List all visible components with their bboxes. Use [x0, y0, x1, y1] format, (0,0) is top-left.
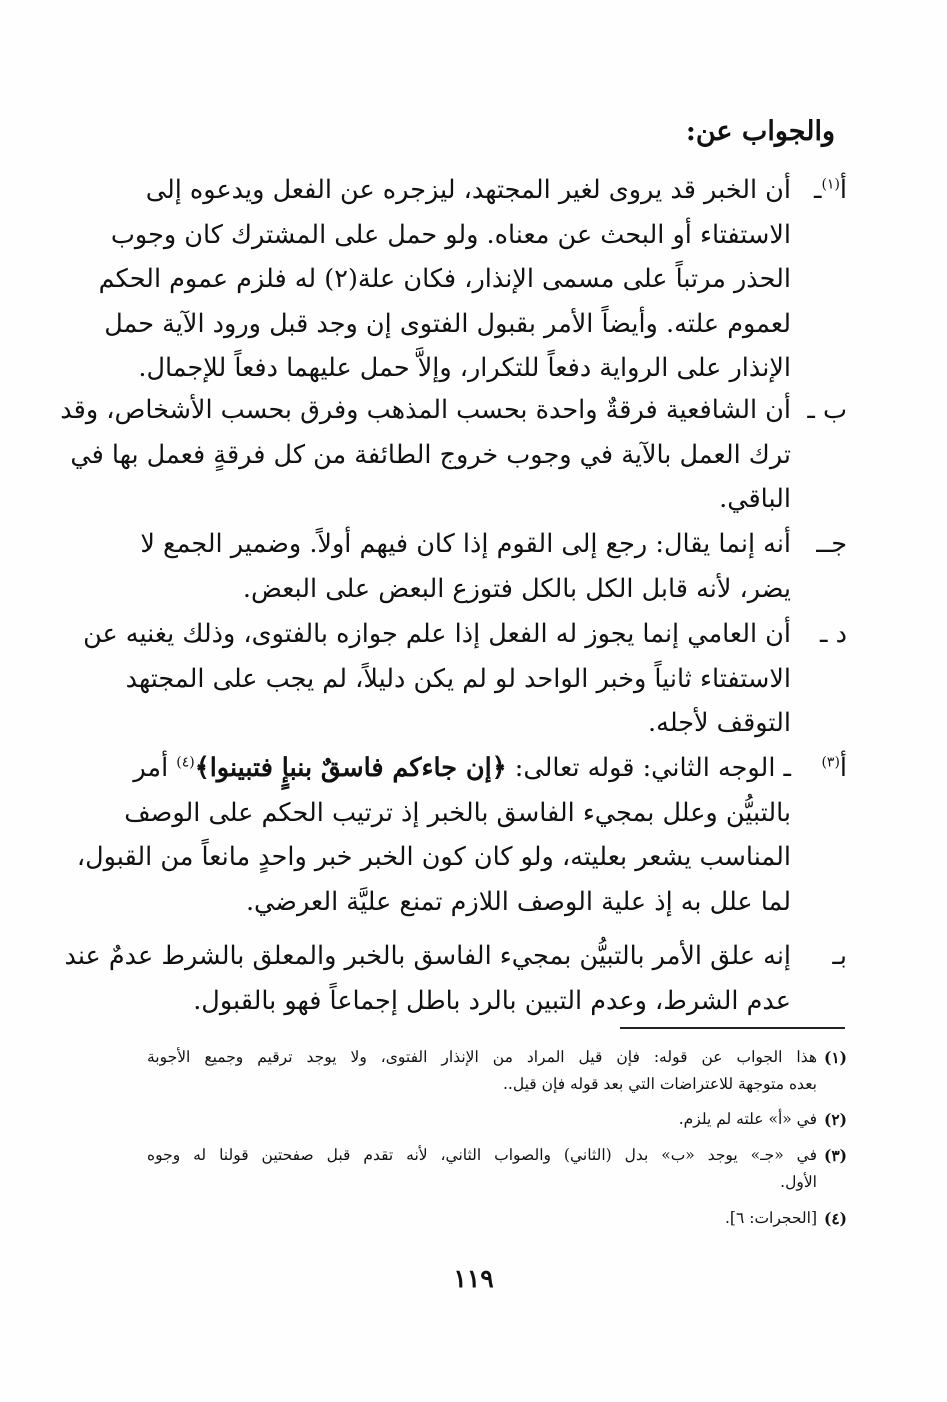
answer-item [83, 612, 847, 746]
item-letter: ب [822, 395, 847, 425]
item-text [98, 168, 791, 391]
text-line: الحذر مرتباً على مسمى الإنذار، فكان علة(٢) له فلزم عموم الحكم [98, 264, 791, 294]
text-line: هذا الجواب عن قوله: فإن قيل المراد من الإنذار الفتوى، ولا يوجد ترقيم وجميع الأجوبة [147, 1048, 817, 1066]
item-dash: ـ [813, 175, 822, 205]
text-line: الأول. [780, 1173, 817, 1191]
item-dash: ـ [820, 619, 828, 649]
footnote-number: (١) [823, 1048, 847, 1067]
item-marker [821, 746, 847, 791]
text-line: بالتبيُّن وعلل بمجيء الفاسق بالخبر إذ ترتيب الحكم على الوصف [124, 797, 791, 828]
text-line: الإنذار على الرواية دفعاً للتكرار، وإلاَّ حمل عليهما دفعاً للإجمال. [138, 353, 791, 383]
answer-item [60, 388, 847, 522]
footnote-text [147, 1106, 817, 1133]
footnote-divider [620, 1027, 845, 1029]
item-marker [820, 612, 847, 657]
item-marker [816, 522, 847, 567]
footnote [147, 1106, 847, 1133]
text-line: أنه إنما يقال: رجع إلى القوم إذا كان فيهم أولاً. وضمير الجمع لا [140, 529, 791, 559]
answer-item [98, 168, 847, 391]
text-line: الاستفتاء ثانياً وخبر الواحد لو لم يكن دليلاً، لم يجب على المجتهد [125, 663, 791, 694]
footnote-text [147, 1142, 817, 1196]
text-line: الاستفتاء أو البحث عن معناه. ولو حمل على المشترك كان وجوب [110, 219, 791, 250]
section-heading: والجواب عن: [685, 116, 835, 147]
text-segment: الوجه الثاني: قوله تعالى: [506, 753, 776, 783]
text-line: في «جـ» يوجد «ب» بدل (الثاني) والصواب الثاني، لأنه تقدم قبل صفحتين قولنا له وجوه [147, 1146, 817, 1164]
text-line: [الحجرات: ٦]. [725, 1209, 817, 1227]
quran-quote: ﴿إن جاءكم فاسقٌ بنبإٍ فتبينوا﴾ [194, 753, 507, 783]
item-dash: ـ [807, 395, 815, 425]
item-marker [814, 168, 847, 213]
footnote-ref: (١) [821, 176, 840, 193]
text-line: التوقف لأجله. [648, 708, 791, 738]
item-letter: أ [839, 175, 847, 205]
text-segment: أمر [133, 753, 177, 783]
text-line: أن الخبر قد يروى لغير المجتهد، ليزجره عن الفعل ويدعوه إلى [145, 175, 791, 205]
page-number: ١١٩ [453, 1264, 494, 1293]
text-line: لعموم علته. وأيضاً الأمر بقبول الفتوى إن وجد قبل ورود الآية حمل [104, 308, 791, 339]
footnote-number: (٢) [823, 1110, 847, 1129]
text-line: عدم الشرط، وعدم التبين بالرد باطل إجماعاً فهو بالقبول. [193, 985, 791, 1016]
footnote-text [147, 1205, 817, 1232]
item-dash: ـ [816, 529, 824, 559]
item-letter: أ [839, 753, 847, 783]
footnote [147, 1044, 847, 1098]
item-text [60, 388, 791, 522]
footnote-number: (٣) [823, 1146, 847, 1165]
text-line: في «أ» علته لم يلزم. [678, 1110, 817, 1128]
answer-item [140, 522, 847, 611]
item-marker [807, 388, 847, 433]
text-line [133, 746, 791, 791]
footnote [147, 1205, 847, 1232]
item-text [83, 612, 791, 746]
text-line: أن الشافعية فرقةٌ واحدة بحسب المذهب وفرق بحسب الأشخاص، وقد [60, 395, 791, 425]
item-marker [832, 934, 847, 979]
text-line: لما علل به إذ علية الوصف اللازم تمنع عليَّة العرضي. [245, 886, 791, 917]
footnote-number: (٤) [823, 1209, 847, 1228]
text-line: يضر، لأنه قابل الكل بالكل فتوزع البعض على البعض. [242, 573, 791, 604]
answer-item [76, 746, 847, 924]
item-text [76, 746, 791, 924]
footnote-ref: (٤) [176, 754, 195, 771]
answer-item [64, 934, 847, 1023]
text-line: الباقي. [719, 484, 791, 514]
item-dash: ـ [832, 941, 840, 971]
text-line: أن العامي إنما يجوز له الفعل إذا علم جوازه بالفتوى، وذلك يغنيه عن [83, 619, 791, 649]
item-text [140, 522, 791, 611]
text-line: ترك العمل بالآية في وجوب خروج الطائفة من كل فرقةٍ فعمل بها في [70, 439, 791, 470]
item-letter: جـ [823, 529, 847, 559]
item-text [64, 934, 791, 1023]
footnote [147, 1142, 847, 1196]
item-letter: ب [839, 941, 847, 971]
item-letter: د [835, 619, 847, 649]
footnote-ref: (٣) [821, 754, 840, 771]
item-dash: ـ [783, 753, 791, 783]
text-line: إنه علق الأمر بالتبيُّن بمجيء الفاسق بالخبر والمعلق بالشرط عدمٌ عند [64, 941, 791, 971]
text-line: بعده متوجهة للاعتراضات التي بعد قوله فإن قيل.. [503, 1075, 817, 1093]
footnote-text [147, 1044, 817, 1098]
text-line: المناسب يشعر بعليته، ولو كان كون الخبر خبر واحدٍ مانعاً من القبول، [76, 842, 791, 872]
